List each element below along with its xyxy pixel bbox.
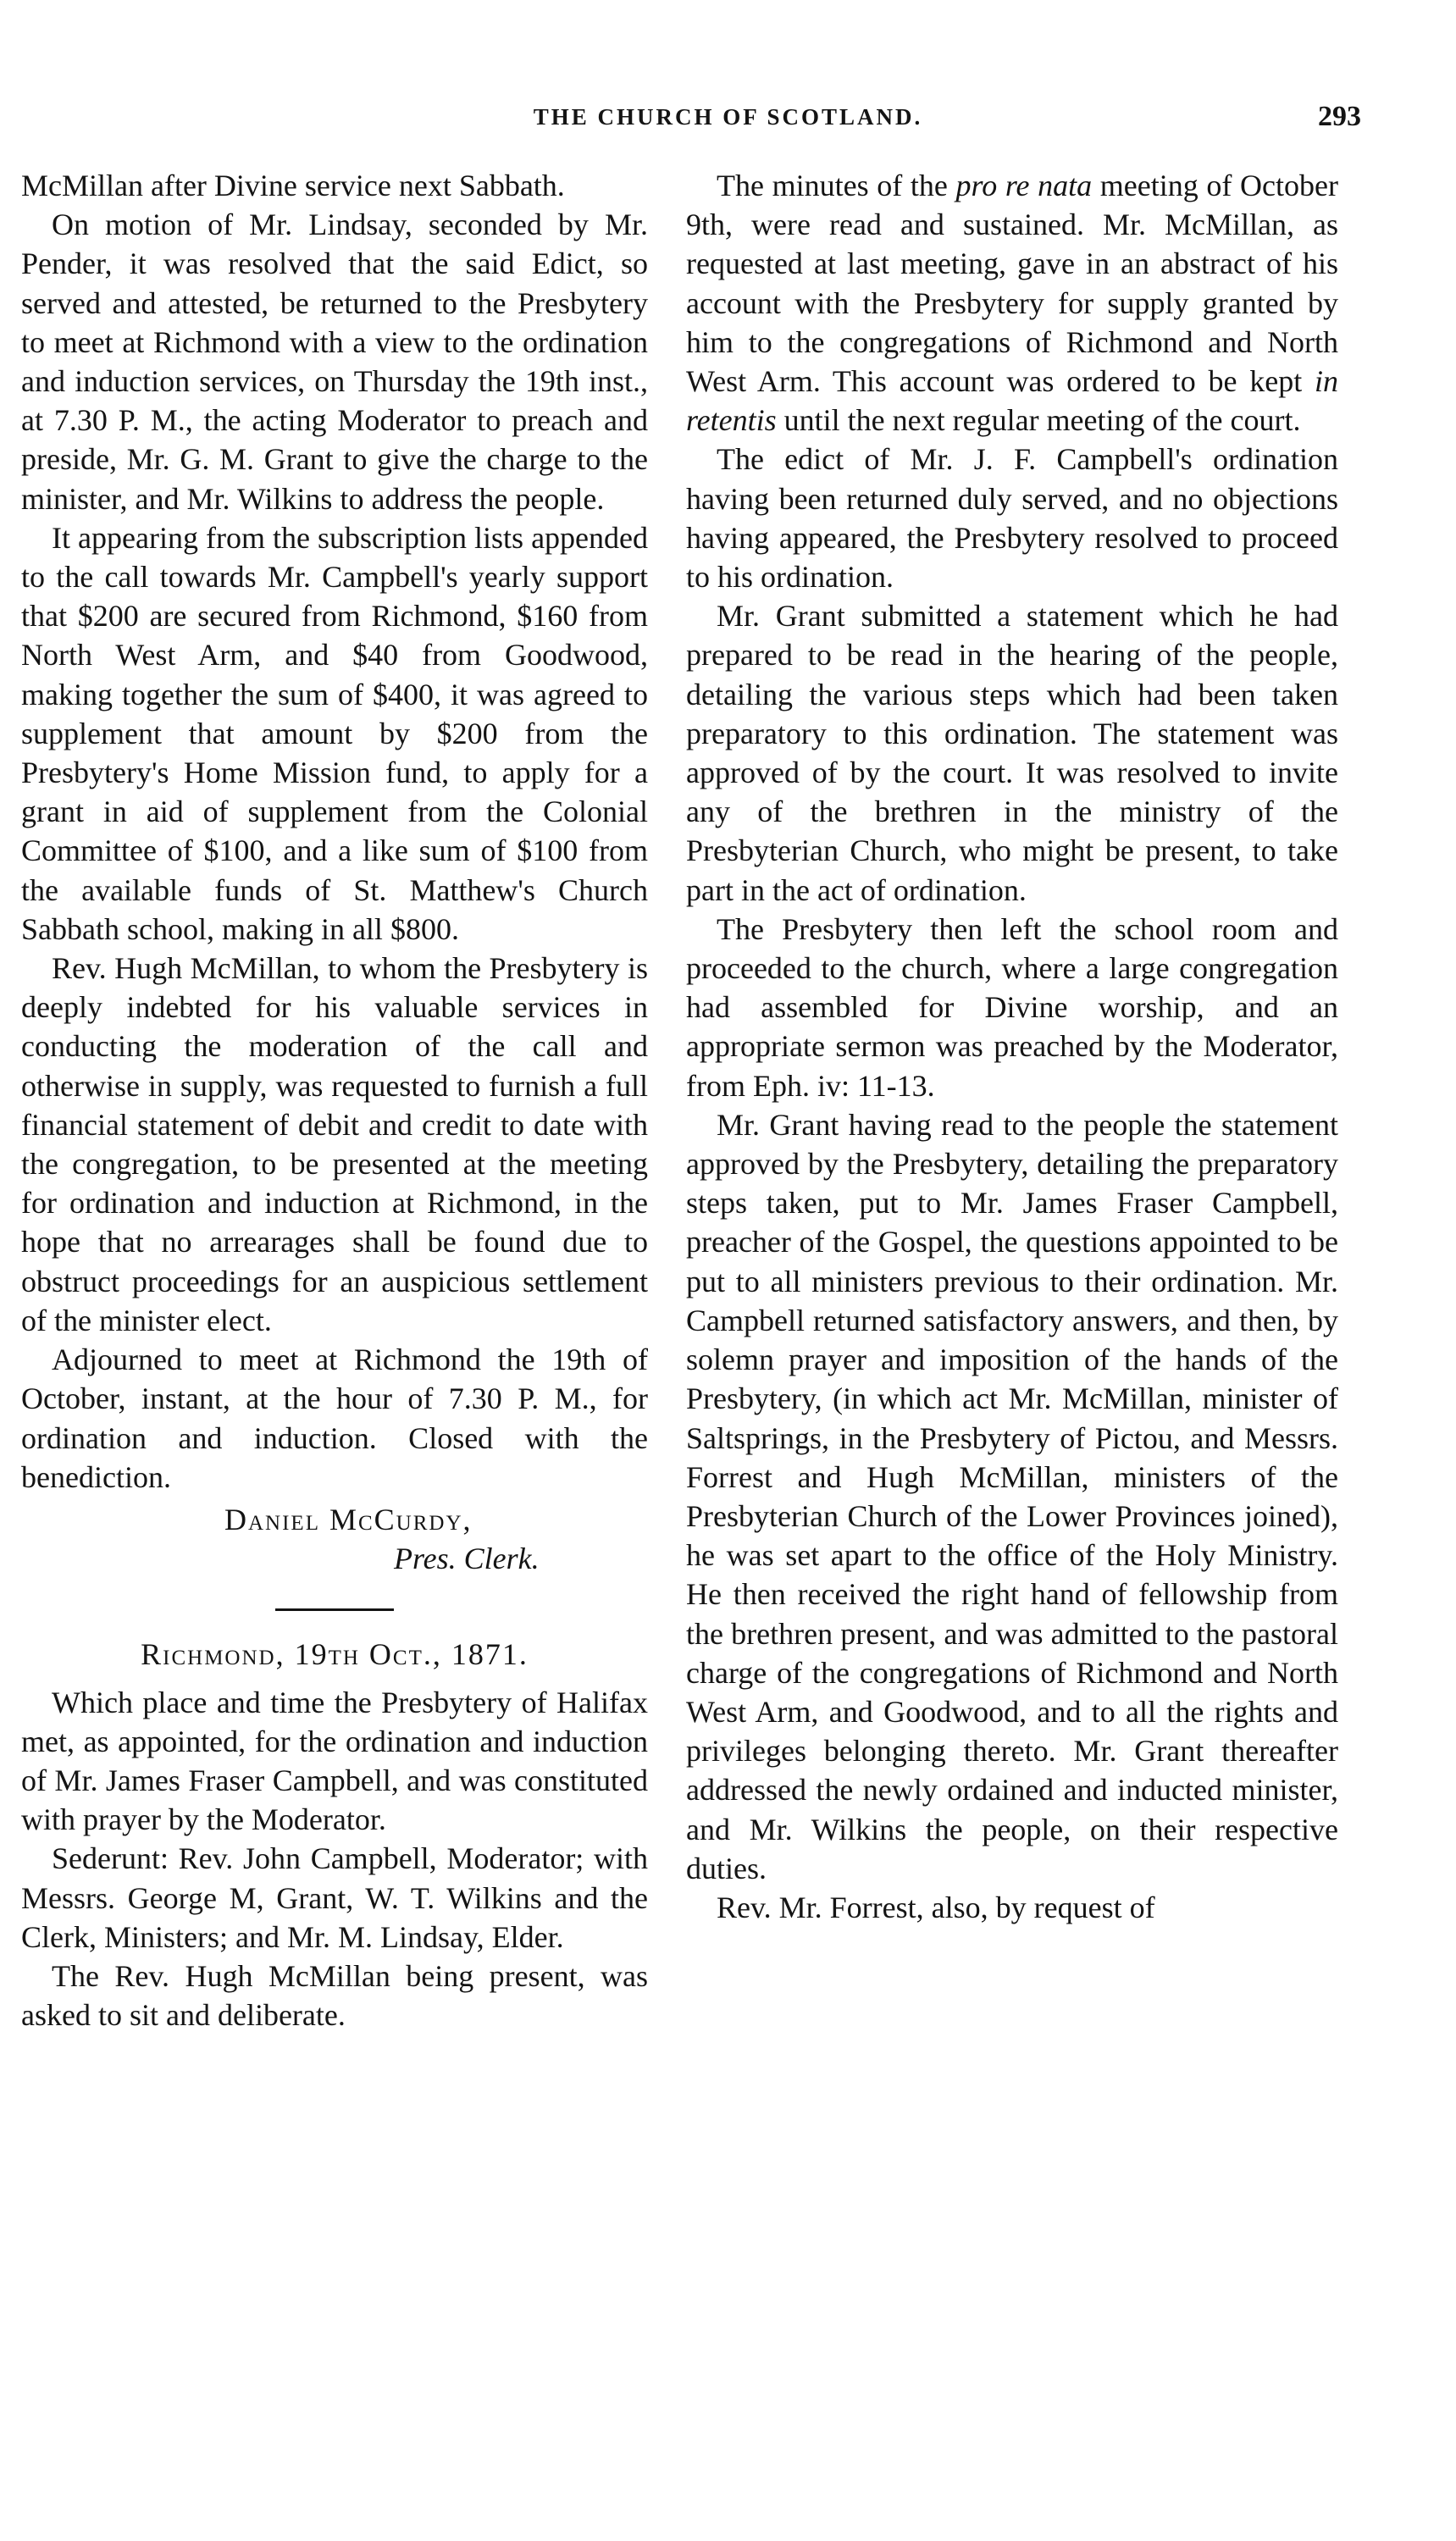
right-column <box>686 166 1338 1927</box>
paragraph: Rev. Hugh McMillan, to whom the Presbytery is deeply indebted for his valuable services in conducting the moderation of the call and otherwise in supply, was requested to furnish a full financial statement of debit and credit to date with the congregation, to be presented at the meeting for ordination and induction at Richmond, in the hope that no arrearages shall be found due to obstruct proceedings for an auspicious settlement of the minister elect. <box>21 951 648 1337</box>
text-run: until the next regular meeting of the court. <box>776 403 1301 438</box>
paragraph: The Rev. Hugh McMillan being present, was asked to sit and deliberate. <box>21 1958 648 2033</box>
paragraph: Which place and time the Presbytery of Halifax met, as appointed, for the ordination and induction of Mr. James Fraser Campbell, and was constituted with prayer by the Moderator. <box>21 1685 648 1837</box>
paragraph: Sederunt: Rev. John Campbell, Moderator; with Messrs. George M, Grant, W. T. Wilkins and the Clerk, Ministers; and Mr. M. Lindsay, Elder. <box>21 1841 648 1954</box>
paragraph: Rev. Mr. Forrest, also, by request of <box>717 1890 1155 1924</box>
page-header <box>0 91 1456 142</box>
italic-text: in retentis <box>686 364 1338 438</box>
section-heading: Richmond, 19th Oct., 1871. <box>141 1637 529 1672</box>
text-run: The minutes of the <box>717 169 956 202</box>
clerk-signature-title: Pres. Clerk. <box>394 1542 540 1576</box>
paragraph: The edict of Mr. J. F. Campbell's ordination having been returned duly served, and no objections having appeared, the Presbytery resolved to proceed to his ordination. <box>686 442 1338 595</box>
paragraph: On motion of Mr. Lindsay, seconded by Mr. Pender, it was resolved that the said Edict, so served and attested, be returned to the Presbytery to meet at Richmond with a view to the ordination and induction services, on Thursday the 19th inst., at 7.30 P. M., the acting Moderator to preach and preside, Mr. G. M. Grant to give the charge to the minister, and Mr. Wilkins to address the people. <box>21 208 648 516</box>
paragraph: Mr. Grant having read to the people the statement approved by the Presbytery, detailing the preparatory steps taken, put to Mr. James Fraser Campbell, preacher of the Gospel, the questions appointed to be put to all ministers previous to their ordination. Mr. Campbell returned satisfactory answers, and then, by solemn prayer and imposition of the hands of the Presbytery, (in which act Mr. McMillan, minister of Saltsprings, in the Presbytery of Pictou, and Messrs. Forrest and Hugh McMillan, ministers of the Presbyterian Church of the Lower Provinces joined), he was set apart to the office of the Holy Ministry. He then received the right hand of fellowship from the brethren present, and was admitted to the pastoral charge of the congregations of Richmond and North West Arm, and Goodwood, and to all the rights and privileges belonging thereto. Mr. Grant thereafter addressed the newly ordained and inducted minister, and Mr. Wilkins the people, on their respective duties. <box>686 1107 1338 1885</box>
left-column <box>21 166 648 2034</box>
text-run: meeting of October 9th, were read and sustained. Mr. McMillan, as requested at last meeting, gave in an abstract of his account with the Presbytery for supply granted by him to the congregations of Richmond and North West Arm. This account was ordered to be kept <box>686 169 1338 399</box>
section-divider <box>275 1608 394 1611</box>
clerk-signature-name: Daniel McCurdy, <box>224 1502 473 1536</box>
paragraph: Adjourned to meet at Richmond the 19th of October, instant, at the hour of 7.30 P. M., for ordination and induction. Closed with the benediction. <box>21 1342 648 1494</box>
paragraph: It appearing from the subscription lists appended to the call towards Mr. Campbell's yearly support that $200 are secured from Richmond, $160 from North West Arm, and $40 from Goodwood, making together the sum of $400, it was agreed to supplement that amount by $200 from the Presbytery's Home Mission fund, to apply for a grant in aid of supplement from the Colonial Committee of $100, and a like sum of $100 from the available funds of St. Matthew's Church Sabbath school, making in all $800. <box>21 520 648 946</box>
italic-text: pro re nata <box>955 169 1093 202</box>
page-number: 293 <box>1318 101 1361 132</box>
running-head: THE CHURCH OF SCOTLAND. <box>533 104 923 130</box>
paragraph <box>686 166 1338 440</box>
paragraph: McMillan after Divine service next Sabbath. <box>21 169 565 202</box>
paragraph: Mr. Grant submitted a statement which he had prepared to be read in the hearing of the people, detailing the various steps which had been taken preparatory to this ordination. The statement was approved of by the court. It was resolved to invite any of the brethren in the ministry of the Presbyterian Church, who might be present, to take part in the act of ordination. <box>686 599 1338 907</box>
paragraph: The Presbytery then left the school room and proceeded to the church, where a large congregation had assembled for Divine worship, and an appropriate sermon was preached by the Moderator, from Eph. iv: 11-13. <box>686 911 1338 1103</box>
